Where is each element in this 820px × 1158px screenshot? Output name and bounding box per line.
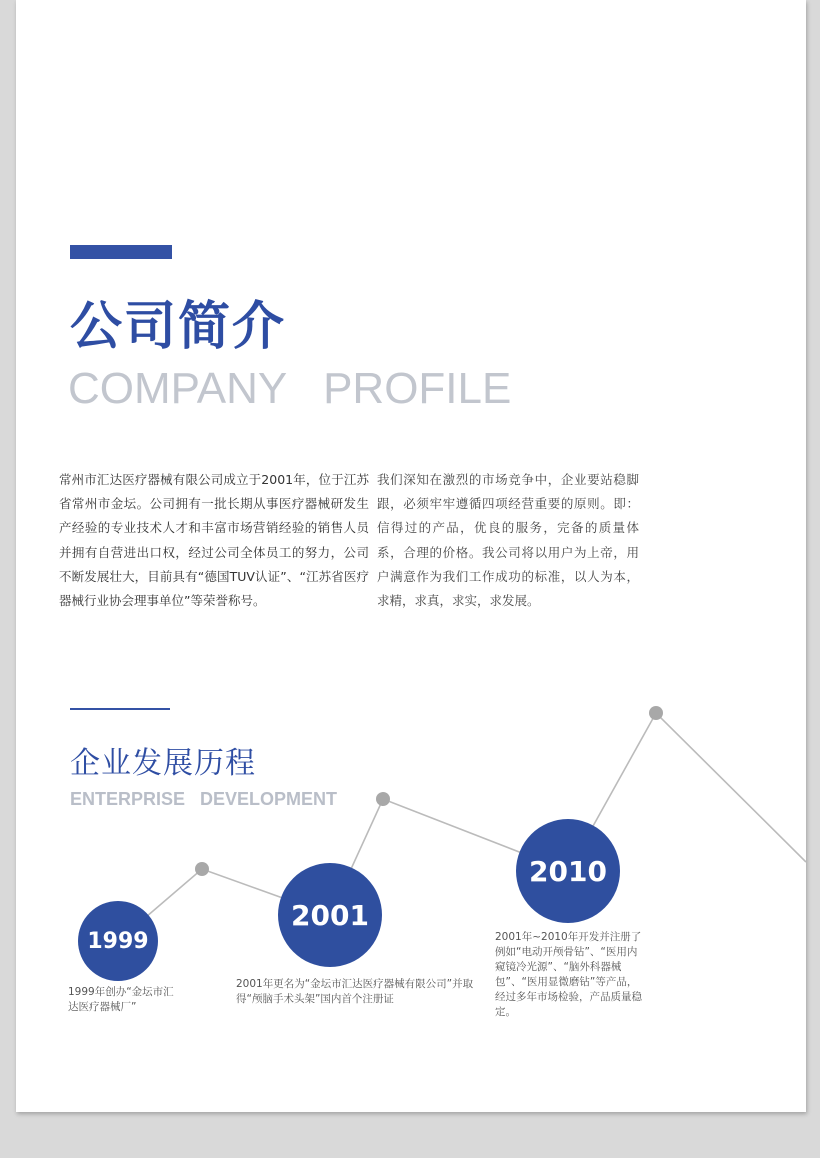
timeline-dot-1 (195, 862, 209, 876)
milestone-year: 1999 (87, 928, 149, 954)
intro-paragraph-right: 我们深知在激烈的市场竞争中，企业要站稳脚跟，必须牢牢遵循四项经营重要的原则。即：信得过的产品，优良的服务，完备的质量体系，合理的价格。我公司将以用户为上帝，用户满意作为我们工作成功的标准，以人为本，求精，求真，求实，求发展。 (377, 472, 639, 609)
section-title: 企业发展历程 (70, 746, 256, 781)
section-title-en: ENTERPRISE DEVELOPMENT (70, 789, 338, 809)
milestone-caption-1999: 1999年创办“金坛市汇达医疗器械厂” (68, 986, 174, 1013)
document-page (16, 0, 806, 1112)
intro-paragraph-left: 常州市汇达医疗器械有限公司成立于2001年，位于江苏省常州市金坛。公司拥有一批长期从事医疗器械研发生产经验的专业技术人才和丰富市场营销经验的销售人员并拥有自营进出口权，经过公司全体员工的努力，公司不断发展壮大，目前具有“德国TUV认证”、“江苏省医疗器械行业协会理事单位”等荣誉称号。 (59, 472, 369, 609)
timeline-dot-3 (649, 706, 663, 720)
timeline-dot-2 (376, 792, 390, 806)
page-title: 公司简介 (70, 297, 287, 357)
page-title-en: COMPANY PROFILE (68, 364, 512, 413)
milestone-year: 2001 (291, 898, 369, 932)
milestone-caption-2010: 2001年~2010年开发并注册了例如“电动开颅骨钻”、“医用内窥镜冷光源”、“脑外科器械包”、“医用显微磨钻”等产品，经过多年市场检验，产品质量稳定。 (495, 931, 642, 1018)
milestone-caption-2001: 2001年更名为“金坛市汇达医疗器械有限公司”并取得“颅脑手术头架”国内首个注册证 (236, 978, 474, 1005)
timeline-connector-line (118, 713, 806, 941)
milestone-year: 2010 (529, 854, 607, 888)
milestone-circle-1999 (78, 901, 158, 981)
milestone-circle-2001 (278, 863, 382, 967)
milestone-circle-2010 (516, 819, 620, 923)
